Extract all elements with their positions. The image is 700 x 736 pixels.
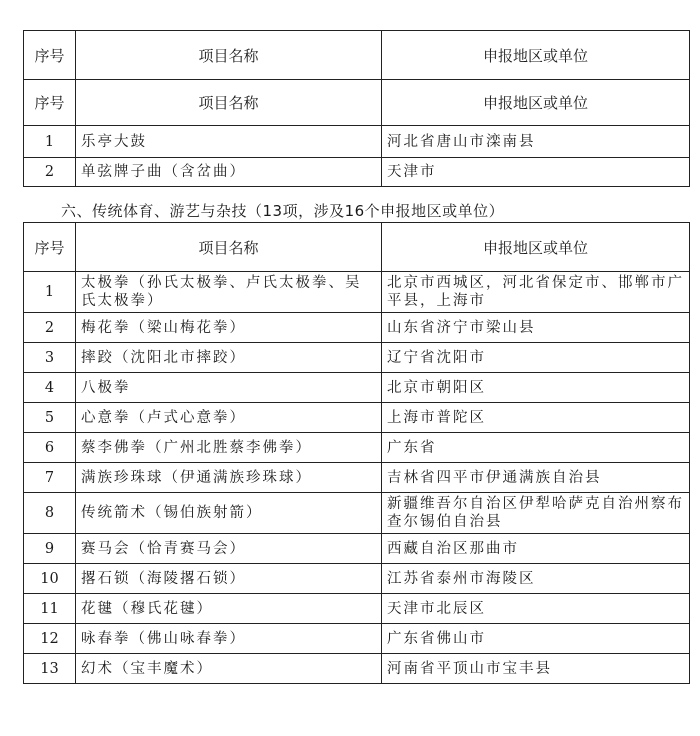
heritage-table-continued: [23, 30, 690, 187]
project-name: 八极拳: [76, 373, 382, 403]
row-number: 2: [24, 158, 76, 187]
table-row: [24, 534, 690, 564]
table-row: [24, 594, 690, 624]
header-serial-number: 序号: [24, 31, 76, 80]
table-row: [24, 654, 690, 684]
row-number: 6: [24, 433, 76, 463]
region-or-unit: 江苏省泰州市海陵区: [382, 564, 690, 594]
table-row: [24, 463, 690, 493]
project-name: 满族珍珠球（伊通满族珍珠球）: [76, 463, 382, 493]
project-name: 撂石锁（海陵撂石锁）: [76, 564, 382, 594]
document-page: [23, 30, 689, 684]
header-serial-number: 序号: [24, 80, 76, 126]
region-or-unit: 天津市: [382, 158, 690, 187]
project-name: 乐亭大鼓: [76, 126, 382, 158]
traditional-sports-table: [23, 222, 690, 684]
region-or-unit: 吉林省四平市伊通满族自治县: [382, 463, 690, 493]
region-or-unit: 北京市西城区，河北省保定市、邯郸市广平县，上海市: [382, 272, 690, 313]
project-name: 传统箭术（锡伯族射箭）: [76, 493, 382, 534]
region-or-unit: 山东省济宁市梁山县: [382, 313, 690, 343]
table-header-row: [24, 31, 690, 80]
table-row: [24, 158, 690, 187]
table-row: [24, 373, 690, 403]
header-region-or-unit: 申报地区或单位: [382, 223, 690, 272]
row-number: 7: [24, 463, 76, 493]
project-name: 蔡李佛拳（广州北胜蔡李佛拳）: [76, 433, 382, 463]
region-or-unit: 河北省唐山市滦南县: [382, 126, 690, 158]
project-name: 摔跤（沈阳北市摔跤）: [76, 343, 382, 373]
table-row: [24, 126, 690, 158]
project-name: 心意拳（卢式心意拳）: [76, 403, 382, 433]
table-row: [24, 564, 690, 594]
table-row: [24, 624, 690, 654]
header-region-or-unit: 申报地区或单位: [382, 31, 690, 80]
region-or-unit: 广东省: [382, 433, 690, 463]
header-region-or-unit: 申报地区或单位: [382, 80, 690, 126]
table-row: [24, 433, 690, 463]
row-number: 2: [24, 313, 76, 343]
region-or-unit: 北京市朝阳区: [382, 373, 690, 403]
region-or-unit: 辽宁省沈阳市: [382, 343, 690, 373]
row-number: 8: [24, 493, 76, 534]
table-row: [24, 343, 690, 373]
project-name: 单弦牌子曲（含岔曲）: [76, 158, 382, 187]
header-project-name: 项目名称: [76, 31, 382, 80]
section-heading: 六、传统体育、游艺与杂技（13项，涉及16个申报地区或单位）: [61, 202, 505, 220]
row-number: 5: [24, 403, 76, 433]
row-number: 13: [24, 654, 76, 684]
project-name: 花毽（穆氏花毽）: [76, 594, 382, 624]
row-number: 3: [24, 343, 76, 373]
region-or-unit: 新疆维吾尔自治区伊犁哈萨克自治州察布查尔锡伯自治县: [382, 493, 690, 534]
row-number: 9: [24, 534, 76, 564]
row-number: 10: [24, 564, 76, 594]
table-row: [24, 272, 690, 313]
region-or-unit: 广东省佛山市: [382, 624, 690, 654]
region-or-unit: 天津市北辰区: [382, 594, 690, 624]
table-row: [24, 313, 690, 343]
header-serial-number: 序号: [24, 223, 76, 272]
region-or-unit: 西藏自治区那曲市: [382, 534, 690, 564]
project-name: 太极拳（孙氏太极拳、卢氏太极拳、吴氏太极拳）: [76, 272, 382, 313]
header-project-name: 项目名称: [76, 223, 382, 272]
row-number: 4: [24, 373, 76, 403]
project-name: 赛马会（恰青赛马会）: [76, 534, 382, 564]
table-row: [24, 403, 690, 433]
project-name: 梅花拳（梁山梅花拳）: [76, 313, 382, 343]
table-header-row-repeated: [24, 80, 690, 126]
project-name: 咏春拳（佛山咏春拳）: [76, 624, 382, 654]
row-number: 1: [24, 126, 76, 158]
header-project-name: 项目名称: [76, 80, 382, 126]
row-number: 11: [24, 594, 76, 624]
row-number: 12: [24, 624, 76, 654]
table-row: [24, 493, 690, 534]
project-name: 幻术（宝丰魔术）: [76, 654, 382, 684]
table-header-row: [24, 223, 690, 272]
region-or-unit: 河南省平顶山市宝丰县: [382, 654, 690, 684]
row-number: 1: [24, 272, 76, 313]
region-or-unit: 上海市普陀区: [382, 403, 690, 433]
